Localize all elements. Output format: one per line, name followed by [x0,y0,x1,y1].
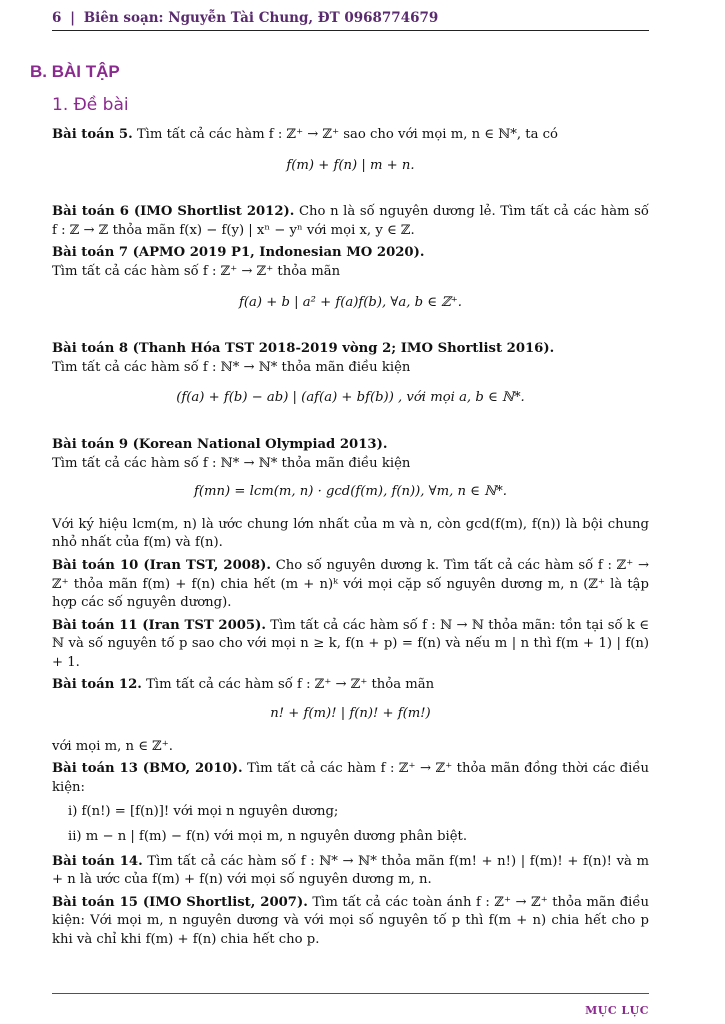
header-author: Biên soạn: Nguyễn Tài Chung, ĐT 0968774679 [83,10,439,26]
problem-label: Bài toán 10 (Iran TST, 2008). [52,557,271,573]
problem-label: Bài toán 14. [52,853,143,869]
problem-label: Bài toán 11 (Iran TST 2005). [52,617,266,633]
problem-text: Cho n là số nguyên dương lẻ. Tìm tất cả các hàm số f : ℤ → ℤ thỏa mãn f(x) − f(y) | xⁿ − yⁿ với mọi x, y ∈ ℤ. [52,204,649,238]
problem-9 [52,436,649,553]
problem-label: Bài toán 6 (IMO Shortlist 2012). [52,204,295,220]
problem-text: Tìm tất cả các hàm số f : ℤ⁺ → ℤ⁺ thỏa mãn [146,677,435,693]
problem-8 [52,340,649,408]
problem-formula: f(mn) = lcm(m, n) · gcd(f(m), f(n)), ∀m, n ∈ ℕ*. [194,484,507,500]
problem-text: Tìm tất cả các hàm f : ℤ⁺ → ℤ⁺ sao cho với mọi m, n ∈ ℕ*, ta có [136,127,558,142]
problem-6 [52,203,649,240]
problem-label: Bài toán 13 (BMO, 2010). [52,761,243,777]
problem-label: Bài toán 15 (IMO Shortlist, 2007). [52,894,308,910]
problem-formula: (f(a) + f(b) − ab) | (af(a) + bf(b)) , với mọi a, b ∈ ℕ*. [176,390,525,406]
problem-13 [52,760,649,846]
problem-11 [52,617,649,673]
problem-text: Cho số nguyên dương k. Tìm tất cả các hàm số f : ℤ⁺ → ℤ⁺ thỏa mãn f(m) + f(n) chia hết (m + n)ᵏ với mọi cặp số nguyên dương m, n (ℤ⁺ là tập hợp các số nguyên dương). [52,557,649,611]
problem-text: Tìm tất cả các hàm số f : ℕ* → ℕ* thỏa mãn f(m! + n!) | f(m)! + f(n)! và m + n là ước của f(m) + f(n) với mọi số nguyên dương m, n. [52,853,649,888]
problem-formula: f(m) + f(n) | m + n. [286,157,415,173]
problem-5 [52,126,649,175]
problem-formula: n! + f(m)! | f(n)! + f(m!) [270,706,431,722]
problem-15 [52,894,649,950]
problem-label: Bài toán 5. [52,127,133,142]
problem-note: Với ký hiệu lcm(m, n) là ước chung lớn nhất của m và n, còn gcd(f(m), f(n)) là bội chung nhỏ nhất của f(m) và f(n). [52,516,649,551]
problem-note: với mọi m, n ∈ ℤ⁺. [52,738,173,754]
problem-label: Bài toán 7 (APMO 2019 P1, Indonesian MO 2020). [52,245,425,261]
problem-14 [52,853,649,890]
section-title: B. BÀI TẬP [30,62,120,81]
problem-text: Tìm tất cả các toàn ánh f : ℤ⁺ → ℤ⁺ thỏa mãn điều kiện: Với mọi m, n nguyên dương và với mọi số nguyên tố p thì f(m + n) chia hết cho p khi và chỉ khi f(m) + f(n) chia hết cho p. [52,894,649,947]
problem-text: Tìm tất cả các hàm số f : ℕ* → ℕ* thỏa mãn điều kiện [52,455,411,471]
problem-10 [52,557,649,613]
table-of-contents-link[interactable]: MỤC LỤC [585,1004,649,1017]
problem-label: Bài toán 8 (Thanh Hóa TST 2018-2019 vòng 2; IMO Shortlist 2016). [52,341,555,357]
problem-text: Tìm tất cả các hàm f : ℤ⁺ → ℤ⁺ thỏa mãn đồng thời các điều kiện: [52,761,649,795]
problem-label: Bài toán 12. [52,677,142,693]
problem-12 [52,676,649,756]
subsection-title: 1. Đề bài [52,95,129,115]
problem-7 [52,244,649,312]
problem-text: Tìm tất cả các hàm số f : ℕ → ℕ thỏa mãn: tồn tại số k ∈ ℕ và số nguyên tố p sao cho với mọi n ≥ k, f(n + p) = f(n) và nếu m | n thì f(m + 1) | f(n) + 1. [52,617,650,670]
problem-text: Tìm tất cả các hàm số f : ℤ⁺ → ℤ⁺ thỏa mãn [52,263,341,279]
problem-list [52,126,649,954]
header-separator: | [70,10,76,26]
problem-text: Tìm tất cả các hàm số f : ℕ* → ℕ* thỏa mãn điều kiện [52,359,411,375]
condition-item: i) f(n!) = [f(n)]! với mọi n nguyên dương; [68,804,339,820]
problem-label: Bài toán 9 (Korean National Olympiad 2013). [52,436,388,452]
page-header [52,10,649,31]
problem-formula: f(a) + b | a² + f(a)f(b), ∀a, b ∈ ℤ⁺. [239,294,462,310]
condition-item: ii) m − n | f(m) − f(n) với mọi m, n nguyên dương phân biệt. [68,829,468,845]
page-footer [52,993,649,1017]
page-number: 6 [52,10,62,26]
